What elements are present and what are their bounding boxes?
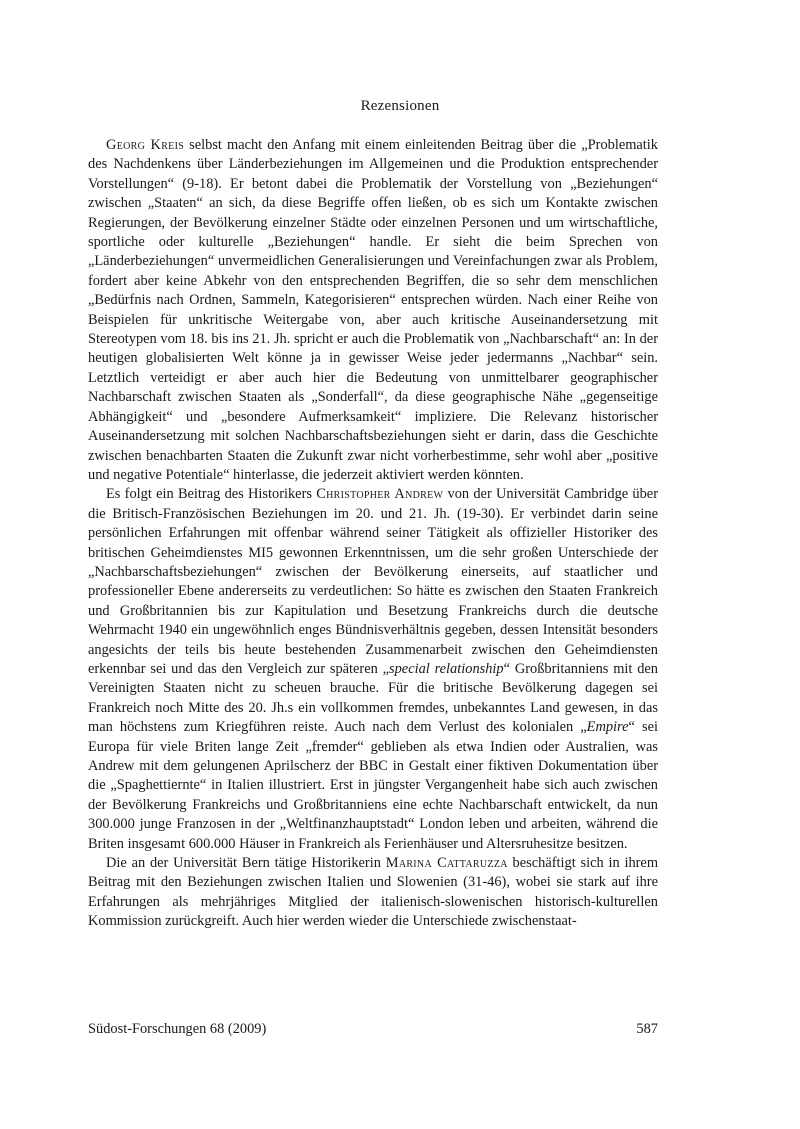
page-number: 587 (636, 1021, 658, 1037)
text-run: von der Universität Cambridge über die Britisch-Französischen Beziehungen im 20. und 21. Jh. (19-30). Er verbindet darin seine persönlichen Erfahrungen mit offenbar während seiner Tätigkeit als offizieller Historiker des britischen Geheimdienstes MI5 gewonnen Erkenntnissen, um die sehr großen Unterschiede der „Nachbarschaftsbeziehungen“ zwischen der Bevölkerung einerseits, auf staatlicher und professioneller Ebene andererseits zu verdeutlichen: So hätte es zwischen den Staaten Frankreich und Großbritannien bis zur Kapitulation und Besetzung Frankreichs durch die deutsche Wehrmacht 1940 ein ungewöhnlich enges Bündnisverhältnis gegeben, dessen Intensität besonders angesichts der teils bis heute bestehenden Zusammenarbeit zwischen den Geheimdiensten erkennbar sei und das den Vergleich zur späteren „ (88, 486, 658, 677)
text-run: beschäftigt sich in ihrem Beitrag mit den Beziehungen zwischen Italien und Slowenien (31-46), wobei sie stark auf ihre Erfahrungen als mehrjähriges Mitglied der italienisch-slowenischen historisch-kulturellen Kommission zurückgreift. Auch hier werden wieder die Unterschiede zwischenstaat- (88, 855, 659, 930)
body-text (88, 136, 658, 932)
paragraph (88, 854, 658, 932)
text-run: selbst macht den Anfang mit einem einleitenden Beitrag über die „Problematik des Nachdenkens über Länderbeziehungen im Allgemeinen und die Produktion entsprechender Vorstellungen“ (9-18). Er betont dabei die Problematik der Vorstellung von „Beziehungen“ zwischen „Staaten“ an sich, da diese Begriffe offen ließen, ob es sich um Kontakte zwischen Regierungen, der Bevölkerung einzelner Städte oder einzelnen Personen und um wirtschaftliche, sportliche oder kulturelle „Beziehungen“ handle. Er sieht die beim Sprechen von „Länderbeziehungen“ unvermeidlichen Generalisierungen und Vereinfachungen zwar als Problem, fordert aber keine Abkehr von den entsprechenden Begriffen, die so sehr dem menschlichen „Bedürfnis nach Ordnen, Sammeln, Kategorisieren“ entsprechen würden. Nach einer Reihe von Beispielen für unkritische Weitergabe von, aber auch kritische Auseinandersetzung mit Stereotypen vom 18. bis ins 21. Jh. spricht er auch die Problematik von „Nachbarschaft“ an: In der heutigen globalisierten Welt könne ja in gewisser Weise jeder jedermanns „Nachbar“ sein. Letztlich verteidigt er aber auch hier die Bedeutung von unmittelbarer geographischer Nachbarschaft zwischen Staaten als „Sonderfall“, da diese geographische Nähe „gegenseitige Abhängigkeit“ und „besondere Aufmerksamkeit“ impliziere. Die Relevanz historischer Auseinandersetzung mit solchen Nachbarschaftsbeziehungen sieht er darin, dass die Geschichte zwischen benachbarten Staaten die Zukunft zwar nicht vorherbestimme, sehr wohl aber „positive und negative Potentiale“ hinterlasse, die jederzeit aktiviert werden könnten. (88, 137, 658, 483)
text-run: Es folgt ein Beitrag des Historikers (106, 486, 317, 503)
text-run: “ sei Europa für viele Briten lange Zeit „fremder“ geblieben als etwa Indien oder Australien, was Andrew mit dem gelungenen Aprilscherz der BBC in Gestalt einer fiktiven Dokumentation über die „Spaghettiernte“ in Italien illustriert. Erst in jüngster Vergangenheit habe sich auch zwischen der Bevölkerung Frankreichs und Großbritanniens eine echte Nachbarschaft entwickelt, da nun 300.000 junge Franzosen in der „Weltfinanzhauptstadt“ London leben und arbeiten, während die Briten insgesamt 600.000 Häuser in Frankreich als Ferienhäuser und Altersruhesitze besitzen. (88, 719, 658, 852)
author-name: Marina Cattaruzza (385, 855, 508, 872)
page-footer (88, 1021, 658, 1038)
italic-term: Empire (586, 719, 629, 736)
paragraph (88, 485, 658, 854)
text-run: Die an der Universität Bern tätige Historikerin (106, 855, 386, 872)
text-run: “ Großbritanniens mit den Vereinigten Staaten nicht zu scheuen brauche. Für die britische Bevölkerung dagegen sei Frankreich noch Mitte des 20. Jh.s ein vollkommen fremdes, unbekanntes Land gewesen, in das man höchstens zum Kriegführen reiste. Auch nach dem Verlust des kolonialen „ (88, 660, 658, 736)
paragraph (88, 136, 658, 485)
author-name: Christopher Andrew (316, 486, 444, 503)
italic-term: special relationship (389, 660, 504, 677)
author-name: Georg Kreis (106, 137, 185, 153)
running-head: Rezensionen (360, 98, 440, 114)
journal-citation: Südost-Forschungen 68 (2009) (88, 1021, 267, 1037)
